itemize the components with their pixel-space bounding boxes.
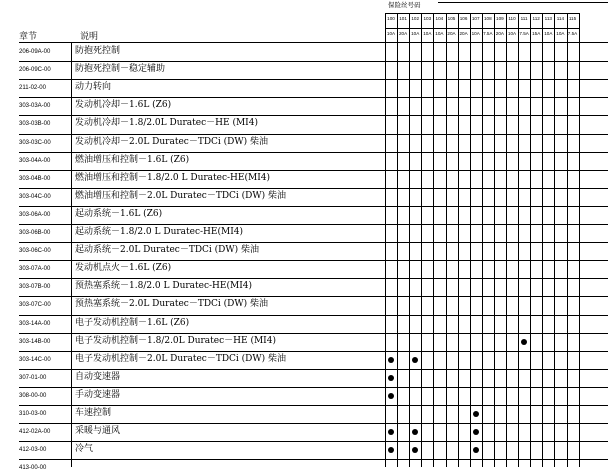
row-rule bbox=[19, 351, 608, 352]
fuse-rating: 20A bbox=[399, 31, 408, 36]
fuse-number: 104 bbox=[435, 16, 444, 21]
usage-dot bbox=[473, 447, 479, 453]
fuse-column-line bbox=[446, 13, 447, 467]
row-rule bbox=[19, 152, 608, 153]
row-description: 发动机冷却－1.6L (Z6) bbox=[75, 100, 172, 111]
row-description: 燃油增压和控制－1.6L (Z6) bbox=[75, 154, 190, 165]
row-rule bbox=[19, 333, 608, 334]
fuse-number: 113 bbox=[544, 16, 552, 21]
fuse-column-line bbox=[421, 13, 422, 467]
row-code: 308-00-00 bbox=[19, 392, 47, 399]
row-code: 303-04B-00 bbox=[19, 175, 51, 182]
row-description: 防抱死控制－稳定辅助 bbox=[75, 64, 166, 75]
row-description: 动力转向 bbox=[75, 82, 112, 93]
usage-dot bbox=[412, 357, 418, 363]
fuse-rating: 15A bbox=[532, 31, 541, 36]
row-rule bbox=[19, 459, 608, 460]
fuse-number-label: 保险丝号码 bbox=[388, 1, 421, 9]
fuse-rating: 20A bbox=[459, 31, 468, 36]
fuse-column-line bbox=[554, 13, 555, 467]
fuse-number: 106 bbox=[459, 16, 468, 21]
row-description: 采暖与通风 bbox=[75, 426, 121, 437]
fuse-rating: 7.5A bbox=[483, 31, 493, 36]
usage-dot bbox=[388, 447, 394, 453]
row-rule bbox=[19, 188, 608, 189]
fuse-number: 102 bbox=[411, 16, 420, 21]
fuse-column-line bbox=[385, 13, 386, 467]
fuse-column-line bbox=[567, 13, 568, 467]
row-code: 412-02A-00 bbox=[19, 429, 51, 436]
header-bottom-rule bbox=[19, 42, 608, 43]
fuse-number: 105 bbox=[447, 16, 456, 21]
row-code: 303-06C-00 bbox=[19, 248, 51, 255]
row-code: 303-14A-00 bbox=[19, 320, 51, 327]
row-rule bbox=[19, 170, 608, 171]
row-code: 303-07C-00 bbox=[19, 302, 51, 309]
row-code: 303-04C-00 bbox=[19, 193, 51, 200]
row-code: 206-09A-00 bbox=[19, 49, 51, 55]
row-description: 预热塞系统－2.0L Duratec－TDCi (DW) 柴油 bbox=[75, 299, 269, 310]
fuse-number: 112 bbox=[532, 16, 540, 21]
usage-dot bbox=[473, 429, 479, 435]
fuse-number: 103 bbox=[423, 16, 432, 21]
row-description: 冷气 bbox=[75, 444, 94, 455]
fuse-number: 110 bbox=[508, 16, 516, 21]
row-description: 发动机点火－1.6L (Z6) bbox=[75, 263, 172, 274]
row-rule bbox=[19, 115, 608, 116]
fuse-column-line bbox=[482, 13, 483, 467]
fuse-column-line bbox=[409, 13, 410, 467]
fuse-rating: 20A bbox=[447, 31, 456, 36]
fuse-rating: 10A bbox=[556, 31, 565, 36]
fuse-number: 114 bbox=[556, 16, 565, 21]
row-rule bbox=[19, 242, 608, 243]
row-description: 自动变速器 bbox=[75, 371, 121, 382]
row-code: 303-07A-00 bbox=[19, 266, 51, 273]
usage-dot bbox=[412, 447, 418, 453]
fuse-rating: 10A bbox=[435, 31, 444, 36]
fuse-number: 107 bbox=[471, 16, 480, 21]
row-code: 412-03-00 bbox=[19, 447, 47, 454]
row-description: 起动系统－1.6L (Z6) bbox=[75, 208, 163, 219]
fuse-column-line bbox=[506, 13, 507, 467]
row-code: 303-07B-00 bbox=[19, 284, 51, 291]
row-description: 电子发动机控制－1.6L (Z6) bbox=[75, 317, 190, 328]
row-rule bbox=[19, 260, 608, 261]
row-code: 303-03A-00 bbox=[19, 103, 51, 110]
row-rule bbox=[19, 387, 608, 388]
fuse-column-line bbox=[458, 13, 459, 467]
fuse-rating: 10A bbox=[507, 31, 517, 36]
fuse-number: 115 bbox=[568, 16, 577, 21]
row-code: 307-01-00 bbox=[19, 374, 47, 381]
row-code: 303-04A-00 bbox=[19, 157, 51, 164]
row-rule bbox=[19, 369, 608, 370]
code-description-divider bbox=[71, 43, 72, 467]
usage-dot bbox=[521, 339, 527, 345]
fuse-rating: 20A bbox=[495, 31, 504, 36]
fuse-column-line bbox=[494, 13, 495, 467]
row-code: 211-02-00 bbox=[19, 85, 46, 92]
row-code: 303-14C-00 bbox=[19, 356, 51, 363]
usage-dot bbox=[388, 393, 394, 399]
row-code: 303-06B-00 bbox=[19, 230, 51, 236]
usage-dot bbox=[388, 357, 394, 363]
fuse-rating: 10A bbox=[471, 31, 480, 36]
fuse-number: 100 bbox=[387, 16, 395, 21]
row-rule bbox=[19, 224, 608, 225]
fuse-rating: 10A bbox=[411, 31, 420, 36]
fuse-column-line bbox=[433, 13, 434, 467]
fuse-rating: 7.5A bbox=[519, 31, 529, 36]
row-rule bbox=[19, 97, 608, 98]
row-description: 发动机冷却－1.8/2.0L Duratec－HE (MI4) bbox=[75, 118, 258, 129]
row-description: 车速控制 bbox=[75, 408, 112, 418]
row-rule bbox=[19, 315, 608, 316]
row-description: 起动系统－2.0L Duratec－TDCi (DW) 柴油 bbox=[75, 245, 260, 256]
row-code: 303-06A-00 bbox=[19, 211, 51, 218]
row-description: 燃油增压和控制－1.8/2.0 L Duratec-HE(MI4) bbox=[75, 172, 270, 183]
fuse-column-line bbox=[518, 13, 519, 467]
column-header-description: 说明 bbox=[80, 32, 99, 42]
fuse-column-line bbox=[470, 13, 471, 467]
row-description: 发动机冷却－2.0L Duratec－TDCi (DW) 柴油 bbox=[75, 136, 269, 147]
corner-rule bbox=[438, 2, 608, 3]
usage-dot bbox=[473, 411, 479, 417]
row-rule bbox=[19, 441, 608, 442]
fuse-number: 111 bbox=[520, 16, 528, 21]
row-rule bbox=[19, 296, 608, 297]
row-description: 防抱死控制 bbox=[75, 46, 121, 56]
row-rule bbox=[19, 405, 608, 406]
row-description: 燃油增压和控制－2.0L Duratec－TDCi (DW) 柴油 bbox=[75, 190, 287, 201]
fuse-column-line bbox=[397, 13, 398, 467]
row-rule bbox=[19, 79, 608, 80]
usage-dot bbox=[388, 429, 394, 435]
fuse-number: 108 bbox=[483, 16, 492, 21]
row-description: 起动系统－1.8/2.0 L Duratec-HE(MI4) bbox=[75, 227, 243, 237]
fuse-column-line bbox=[530, 13, 531, 467]
fuse-column-line bbox=[542, 13, 543, 467]
row-code: 206-09C-00 bbox=[19, 67, 51, 74]
fuse-rating: 10A bbox=[386, 31, 396, 36]
row-code: 413-00-00 bbox=[19, 465, 47, 471]
fuse-rating: 7.5A bbox=[567, 31, 578, 36]
row-description: 电子发动机控制－2.0L Duratec－TDCi (DW) 柴油 bbox=[75, 353, 287, 364]
row-description: 手动变速器 bbox=[75, 389, 121, 400]
row-rule bbox=[19, 423, 608, 424]
fuse-number: 101 bbox=[399, 16, 407, 21]
row-rule bbox=[19, 61, 608, 62]
fuse-number: 109 bbox=[496, 16, 504, 21]
fuse-column-line bbox=[579, 13, 580, 467]
fuse-rating: 10A bbox=[544, 31, 553, 36]
row-rule bbox=[19, 206, 608, 207]
row-code: 303-03B-00 bbox=[19, 121, 51, 128]
row-rule bbox=[19, 278, 608, 279]
usage-dot bbox=[388, 375, 394, 381]
row-code: 303-03C-00 bbox=[19, 139, 51, 146]
column-header-chapter: 章节 bbox=[19, 32, 38, 42]
row-code: 310-03-00 bbox=[19, 411, 47, 417]
row-rule bbox=[19, 134, 608, 135]
row-description: 预热塞系统－1.8/2.0 L Duratec-HE(MI4) bbox=[75, 281, 252, 292]
row-description: 电子发动机控制－1.8/2.0L Duratec－HE (MI4) bbox=[75, 335, 276, 346]
usage-dot bbox=[412, 429, 418, 435]
fuse-rating: 10A bbox=[423, 31, 432, 36]
row-code: 303-14B-00 bbox=[19, 338, 51, 345]
